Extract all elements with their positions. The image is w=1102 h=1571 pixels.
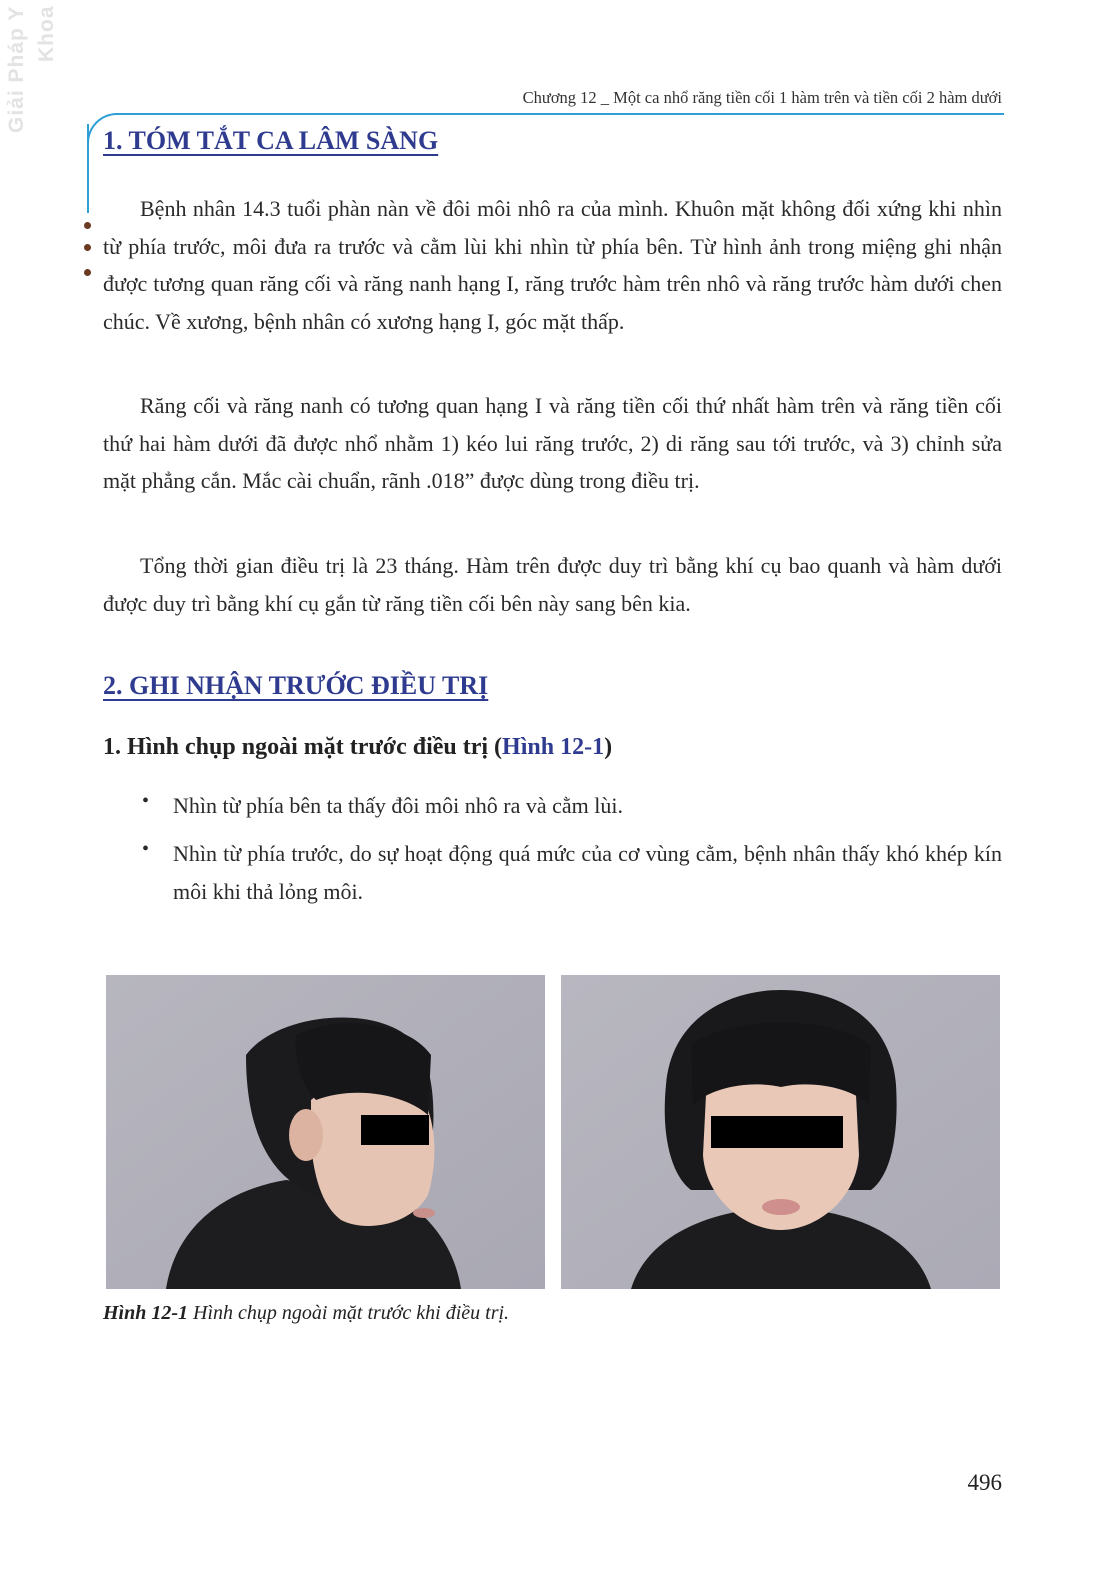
paragraph: Răng cối và răng nanh có tương quan hạng I và răng tiền cối thứ nhất hàm trên và răng tiền cối thứ hai hàm dưới đã được nhổ nhằm 1) kéo lui răng trước, 2) di răng sau tới trước, và 3) chỉnh sửa mặt phẳng cắn. Mắc cài chuẩn, rãnh .018” được dùng trong điều trị. bbox=[103, 393, 1002, 493]
decor-dot bbox=[84, 244, 91, 251]
profile-photo bbox=[106, 975, 545, 1289]
figure-reference-link[interactable]: Hình 12-1 bbox=[502, 734, 605, 760]
subheading-number: 1. bbox=[103, 734, 121, 760]
decor-dot bbox=[84, 269, 91, 276]
subheading-text: Hình chụp ngoài mặt trước điều trị ( bbox=[127, 734, 503, 760]
side-brand-watermark: Giải Pháp Y Khoa bbox=[5, 6, 58, 134]
figure-caption-text: Hình chụp ngoài mặt trước khi điều trị. bbox=[193, 1302, 510, 1324]
section-1-heading: 1. TÓM TẮT CA LÂM SÀNG bbox=[103, 126, 439, 155]
figure-label: Hình 12-1 bbox=[103, 1302, 189, 1324]
header-corner-line bbox=[87, 124, 89, 213]
running-head: Chương 12 _ Một ca nhổ răng tiền cối 1 hàm trên và tiền cối 2 hàm dưới bbox=[522, 88, 1002, 107]
bullet-item: Nhìn từ phía bên ta thấy đôi môi nhô ra và cằm lùi. bbox=[173, 793, 623, 818]
bullet-icon: • bbox=[142, 790, 150, 812]
figure-caption bbox=[103, 1302, 509, 1325]
page-number: 496 bbox=[967, 1470, 1002, 1495]
bullet-item: Nhìn từ phía trước, do sự hoạt động quá mức của cơ vùng cằm, bệnh nhân thấy khó khép kín môi khi thả lỏng môi. bbox=[173, 841, 1002, 904]
subheading-external-photos bbox=[103, 734, 612, 761]
header-rule bbox=[118, 113, 1004, 115]
frontal-photo bbox=[561, 975, 1000, 1289]
section-2-heading: 2. GHI NHẬN TRƯỚC ĐIỀU TRỊ bbox=[103, 671, 489, 700]
paragraph: Tổng thời gian điều trị là 23 tháng. Hàm trên được duy trì bằng khí cụ bao quanh và hàm dưới được duy trì bằng khí cụ gắn từ răng tiền cối bên này sang bên kia. bbox=[103, 553, 1002, 616]
subheading-close: ) bbox=[604, 734, 613, 760]
decor-dot bbox=[84, 222, 91, 229]
paragraph: Bệnh nhân 14.3 tuổi phàn nàn về đôi môi nhô ra của mình. Khuôn mặt không đối xứng khi nhìn từ phía trước, môi đưa ra trước và cằm lùi khi nhìn từ phía bên. Từ hình ảnh trong miệng ghi nhận được tương quan răng cối và răng nanh hạng I, răng trước hàm trên nhô và răng trước hàm dưới chen chúc. Về xương, bệnh nhân có xương hạng I, góc mặt thấp. bbox=[103, 196, 1002, 334]
bullet-icon: • bbox=[142, 838, 150, 860]
